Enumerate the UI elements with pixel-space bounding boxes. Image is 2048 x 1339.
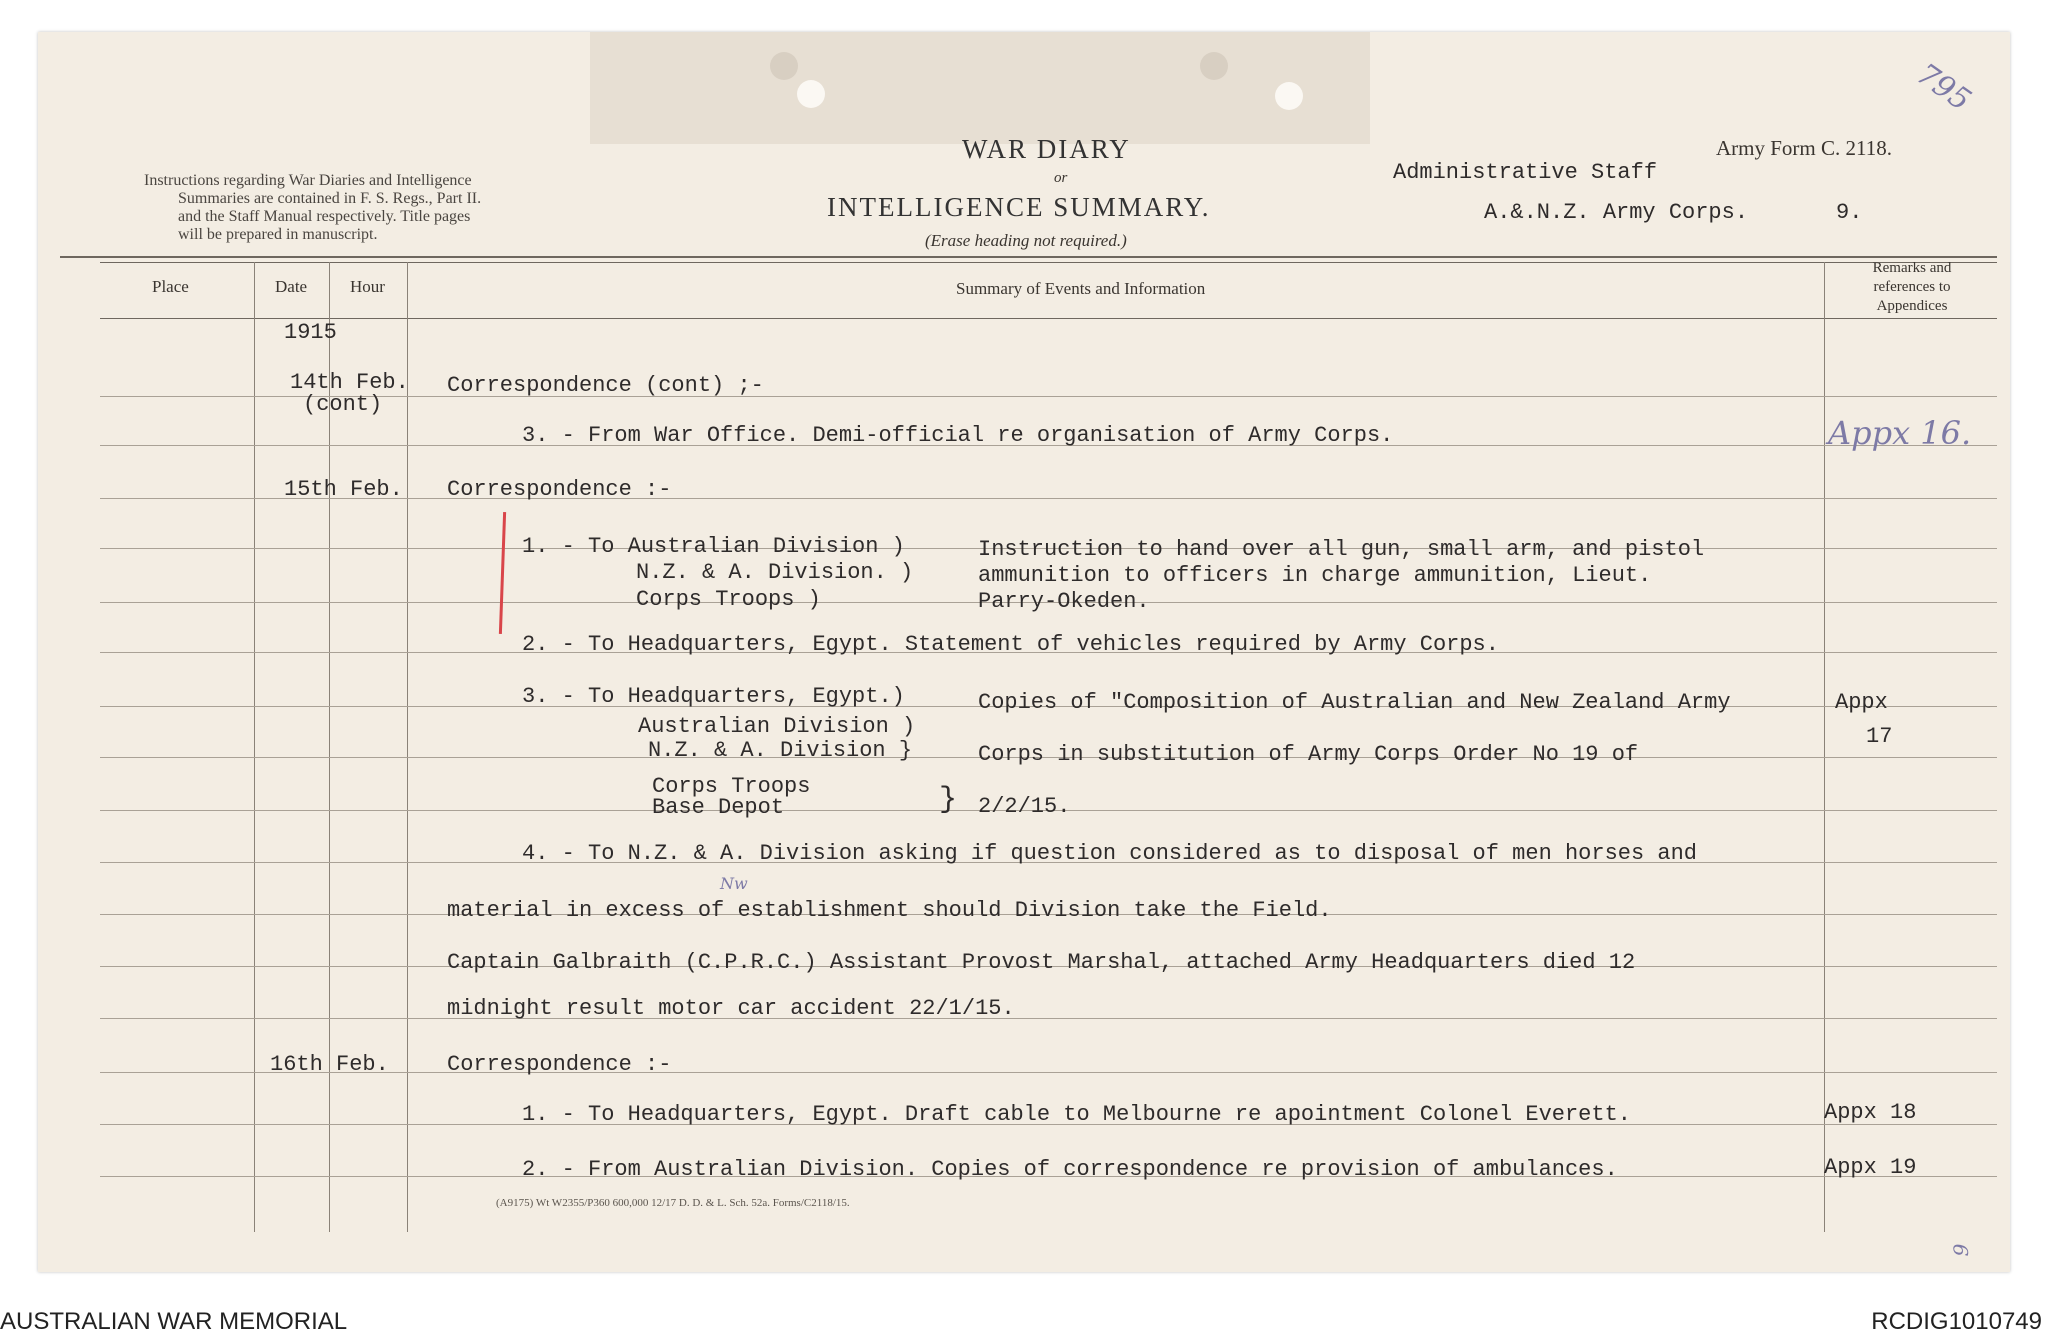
entry-date-14feb: 14th Feb. <box>290 370 409 395</box>
remark-appx-16: Appx 16. <box>1828 414 1972 452</box>
entry-line: midnight result motor car accident 22/1/15. <box>447 996 1015 1021</box>
handwritten-insertion: Nw <box>720 874 748 893</box>
punch-hole <box>770 52 798 80</box>
column-hour: Hour <box>350 277 385 296</box>
remark-appx-19: Appx 19 <box>1824 1155 1917 1180</box>
column-place: Place <box>152 277 189 296</box>
entry-line: 2. - From Australian Division. Copies of correspondence re provision of ambulances. <box>522 1157 1618 1182</box>
entry-line: Captain Galbraith (C.P.R.C.) Assistant Provost Marshal, attached Army Headquarters died 12 <box>447 950 1636 975</box>
ruled-line <box>100 1018 1997 1019</box>
footer-record-id: RCDIG1010749 <box>1871 1308 2042 1335</box>
column-remarks: Remarks and references to Appendices <box>1872 260 1952 314</box>
remark-17: 17 <box>1866 724 1893 749</box>
entry-date-cont: (cont) <box>303 392 383 417</box>
brace-mark: } <box>939 783 958 817</box>
punch-hole <box>797 80 825 108</box>
entry-line: Instruction to hand over all gun, small arm, and pistol <box>978 537 1705 562</box>
form-or: or <box>1054 170 1068 186</box>
entry-line: 2/2/15. <box>978 794 1071 819</box>
entry-line: 1. - To Australian Division ) <box>522 534 905 559</box>
entry-line: 4. - To N.Z. & A. Division asking if question considered as to disposal of men horses and <box>522 841 1697 866</box>
hour-summary-divider <box>407 262 408 1232</box>
ruled-line <box>100 396 1997 397</box>
print-code: (A9175) Wt W2355/P360 600,000 12/17 D. D. & L. Sch. 52a. Forms/C2118/15. <box>496 1197 850 1209</box>
entry-line: Australian Division ) <box>638 714 916 739</box>
form-subtitle: INTELLIGENCE SUMMARY. <box>827 192 1211 222</box>
place-date-divider <box>254 262 255 1232</box>
entry-date-16feb: 16th Feb. <box>270 1052 389 1077</box>
column-date: Date <box>275 277 308 296</box>
erase-note: (Erase heading not required.) <box>925 231 1127 250</box>
column-summary: Summary of Events and Information <box>956 279 1206 298</box>
entry-line: Corps Troops ) <box>636 587 821 612</box>
entry-line: N.Z. & A. Division. ) <box>636 560 914 585</box>
entry-line: Corps Troops <box>652 774 811 799</box>
handwritten-page-number: 795 <box>1910 56 1978 119</box>
entry-line: Correspondence (cont) ;- <box>447 373 764 398</box>
entry-line: Parry-Okeden. <box>978 589 1150 614</box>
entry-line: 3. - From War Office. Demi-official re organisation of Army Corps. <box>522 423 1394 448</box>
punch-hole <box>1200 52 1228 80</box>
entry-line: Corps in substitution of Army Corps Order No 19 of <box>978 742 1639 767</box>
entry-line: 3. - To Headquarters, Egypt.) <box>522 684 905 709</box>
entry-line: Correspondence :- <box>447 477 672 502</box>
header-rule <box>60 256 1997 258</box>
remark-appx-18: Appx 18 <box>1824 1100 1917 1125</box>
unit-name: Administrative Staff <box>1393 160 1658 185</box>
entry-year: 1915 <box>284 320 337 345</box>
footer-institution: AUSTRALIAN WAR MEMORIAL <box>0 1308 348 1335</box>
paper-tape <box>590 32 1370 144</box>
entry-line: 1. - To Headquarters, Egypt. Draft cable to Melbourne re apointment Colonel Everett. <box>522 1102 1631 1127</box>
sheet-number: 9. <box>1836 200 1863 225</box>
entry-line: Copies of "Composition of Australian and New Zealand Army <box>978 690 1731 715</box>
remark-appx: Appx <box>1835 690 1888 715</box>
summary-remarks-divider <box>1824 262 1825 1232</box>
corner-mark: 6 <box>1948 1243 1973 1257</box>
entry-line: 2. - To Headquarters, Egypt. Statement of vehicles required by Army Corps. <box>522 632 1499 657</box>
unit-corps: A.&.N.Z. Army Corps. <box>1484 200 1749 225</box>
entry-line: Correspondence :- <box>447 1052 672 1077</box>
entry-line: N.Z. & A. Division } <box>648 738 913 763</box>
punch-hole <box>1275 82 1303 110</box>
instructions: Instructions regarding War Diaries and Intelligence Summaries are contained in F. S. Regs., Part II. and the Staff Manual respectively. Title pages will be prepared in manuscript. <box>144 172 482 243</box>
entry-line: ammunition to officers in charge ammunition, Lieut. <box>978 563 1652 588</box>
form-title: WAR DIARY <box>962 134 1131 164</box>
column-header-rule <box>100 318 1997 319</box>
entry-line: Base Depot <box>652 795 785 820</box>
army-form-number: Army Form C. 2118. <box>1716 136 1892 160</box>
header-rule-inner <box>100 262 1997 263</box>
entry-date-15feb: 15th Feb. <box>284 477 403 502</box>
entry-line: material in excess of establishment should Division take the Field. <box>447 898 1332 923</box>
